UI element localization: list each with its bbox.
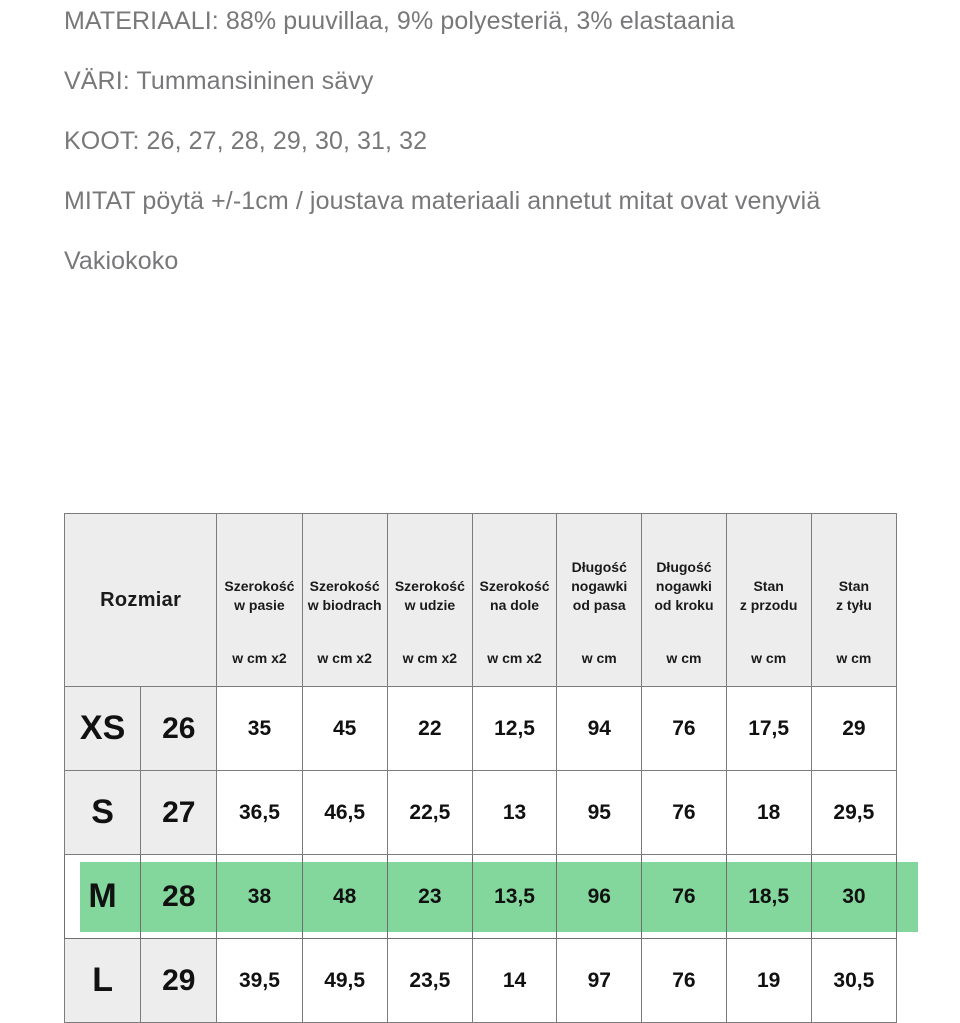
cell-size-letter: M: [65, 855, 141, 939]
header-cell-title: [473, 577, 556, 615]
cell-size-number: 28: [141, 855, 217, 939]
cell-measure-value: 95: [557, 771, 642, 855]
header-cell-measure-2: [302, 514, 387, 687]
header-title-line: w pasie: [234, 597, 285, 613]
header-cell-title: [812, 577, 896, 615]
header-title-line: Długość: [656, 559, 712, 575]
cell-measure-value: 13: [472, 771, 556, 855]
header-title-line: z tyłu: [835, 597, 872, 613]
header-cell-unit: w cm: [836, 650, 872, 666]
cell-measure-value: 76: [642, 939, 726, 1023]
cell-size-number: 29: [141, 939, 217, 1023]
cell-size-letter: L: [65, 939, 141, 1023]
header-title-line: z przodu: [739, 597, 798, 613]
description-paragraph-standard-size: Vakiokoko: [64, 247, 179, 275]
cell-measure-value: 22: [387, 687, 472, 771]
cell-measure-value: 39,5: [217, 939, 302, 1023]
description-paragraph-material: MATERIAALI: 88% puuvillaa, 9% polyesteriä, 3% elastaania: [64, 7, 735, 35]
cell-measure-value: 49,5: [302, 939, 387, 1023]
cell-measure-value: 19: [726, 939, 811, 1023]
description-paragraph-measurements: MITAT pöytä +/-1cm / joustava materiaali annetut mitat ovat venyviä: [64, 187, 821, 215]
header-title-line: Stan: [753, 578, 784, 594]
cell-size-number: 26: [141, 687, 217, 771]
table-row: [65, 771, 897, 855]
cell-size-number: 27: [141, 771, 217, 855]
header-cell-title: [388, 577, 472, 615]
header-title-line: Szerokość: [479, 578, 550, 594]
cell-measure-value: 76: [642, 771, 726, 855]
cell-measure-value: 18,5: [726, 855, 811, 939]
cell-measure-value: 94: [557, 687, 642, 771]
cell-measure-value: 17,5: [726, 687, 811, 771]
header-title-line: Szerokość: [224, 578, 295, 594]
header-cell-measure-7: [726, 514, 811, 687]
cell-measure-value: 36,5: [217, 771, 302, 855]
cell-size-letter: XS: [65, 687, 141, 771]
cell-measure-value: 45: [302, 687, 387, 771]
header-cell-title: [557, 558, 641, 615]
header-cell-rozmiar: Rozmiar: [65, 514, 217, 687]
header-cell-unit: w cm x2: [402, 650, 458, 666]
header-title-line: nogawki: [571, 578, 628, 594]
header-title-line: nogawki: [655, 578, 712, 594]
cell-measure-value: 22,5: [387, 771, 472, 855]
header-cell-measure-4: [472, 514, 556, 687]
header-cell-measure-6: [642, 514, 726, 687]
product-description: [64, 0, 904, 283]
header-cell-measure-8: [811, 514, 896, 687]
size-table-body: [65, 514, 897, 1023]
header-cell-unit: w cm: [751, 650, 787, 666]
cell-measure-value: 13,5: [472, 855, 556, 939]
header-cell-title: [727, 577, 811, 615]
cell-measure-value: 97: [557, 939, 642, 1023]
header-title-line: Szerokość: [309, 578, 380, 594]
description-paragraph-sizes: KOOT: 26, 27, 28, 29, 30, 31, 32: [64, 127, 428, 155]
cell-measure-value: 30,5: [811, 939, 896, 1023]
table-header-row: [65, 514, 897, 687]
header-cell-title: [217, 577, 301, 615]
header-title-line: od kroku: [654, 597, 714, 613]
header-cell-unit: w cm: [666, 650, 702, 666]
cell-measure-value: 76: [642, 687, 726, 771]
cell-size-letter: S: [65, 771, 141, 855]
header-title-line: na dole: [490, 597, 540, 613]
header-title-line: od pasa: [572, 597, 626, 613]
header-cell-measure-1: [217, 514, 302, 687]
header-title-line: Długość: [571, 559, 627, 575]
cell-measure-value: 46,5: [302, 771, 387, 855]
header-cell-measure-3: [387, 514, 472, 687]
cell-measure-value: 76: [642, 855, 726, 939]
header-cell-title: [642, 558, 725, 615]
cell-measure-value: 35: [217, 687, 302, 771]
header-title-line: w biodrach: [307, 597, 382, 613]
size-table: [64, 513, 897, 1023]
cell-measure-value: 23,5: [387, 939, 472, 1023]
table-row: [65, 939, 897, 1023]
cell-measure-value: 12,5: [472, 687, 556, 771]
header-title-line: Szerokość: [394, 578, 465, 594]
size-chart: [64, 513, 897, 1023]
header-cell-unit: w cm x2: [487, 650, 542, 666]
header-cell-unit: w cm x2: [232, 650, 287, 666]
header-cell-unit: w cm: [581, 650, 617, 666]
cell-measure-value: 29,5: [811, 771, 896, 855]
header-cell-title: [303, 577, 387, 615]
cell-measure-value: 96: [557, 855, 642, 939]
header-title-line: Stan: [838, 578, 870, 594]
description-paragraph-color: VÄRI: Tummansininen sävy: [64, 67, 374, 95]
cell-measure-value: 48: [302, 855, 387, 939]
header-cell-unit: w cm x2: [317, 650, 372, 666]
cell-measure-value: 30: [811, 855, 896, 939]
cell-measure-value: 38: [217, 855, 302, 939]
table-row: [65, 687, 897, 771]
cell-measure-value: 23: [387, 855, 472, 939]
header-cell-measure-5: [557, 514, 642, 687]
header-title-line: w udzie: [404, 597, 456, 613]
cell-measure-value: 14: [472, 939, 556, 1023]
table-row: [65, 855, 897, 939]
cell-measure-value: 29: [811, 687, 896, 771]
cell-measure-value: 18: [726, 771, 811, 855]
